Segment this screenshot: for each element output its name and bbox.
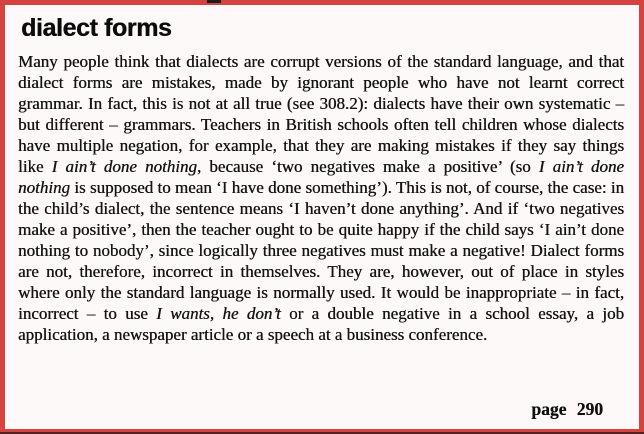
- page-title: dialect forms: [21, 14, 172, 42]
- scan-artifact-mark: [207, 0, 221, 3]
- page-number: page 290: [531, 399, 603, 419]
- body-paragraph: Many people think that dialects are corrupt versions of the standard language, and that dialect forms are mistakes, made by ignorant people who have not learnt correct grammar. In fact, this is not at all true (see 308.2): dialects have their own systematic – but different – grammars. Teachers in British schools often tell children whose dialects have multiple negation, for example, that they are making mistakes if they say things like I ain’t done nothing, because ‘two negatives make a positive’ (so I ain’t done nothing is supposed to mean ‘I have done something’). This is not, of course, the case: in the child’s dialect, the sentence means ‘I haven’t done anything’. And if ‘two negatives make a positive’, then the teacher ought to be quite happy if the child says ‘I ain’t done nothing to nobody’, since logically three negatives must make a negative! Dialect forms are not, therefore, incorrect in themselves. They are, however, out of place in styles where only the standard language is normally used. It would be inappropriate – in fact, incorrect – to use I wants, he don’t or a double negative in a school essay, a job application, a newspaper article or a speech at a business conference.: [18, 52, 624, 344]
- page-content: [5, 5, 639, 345]
